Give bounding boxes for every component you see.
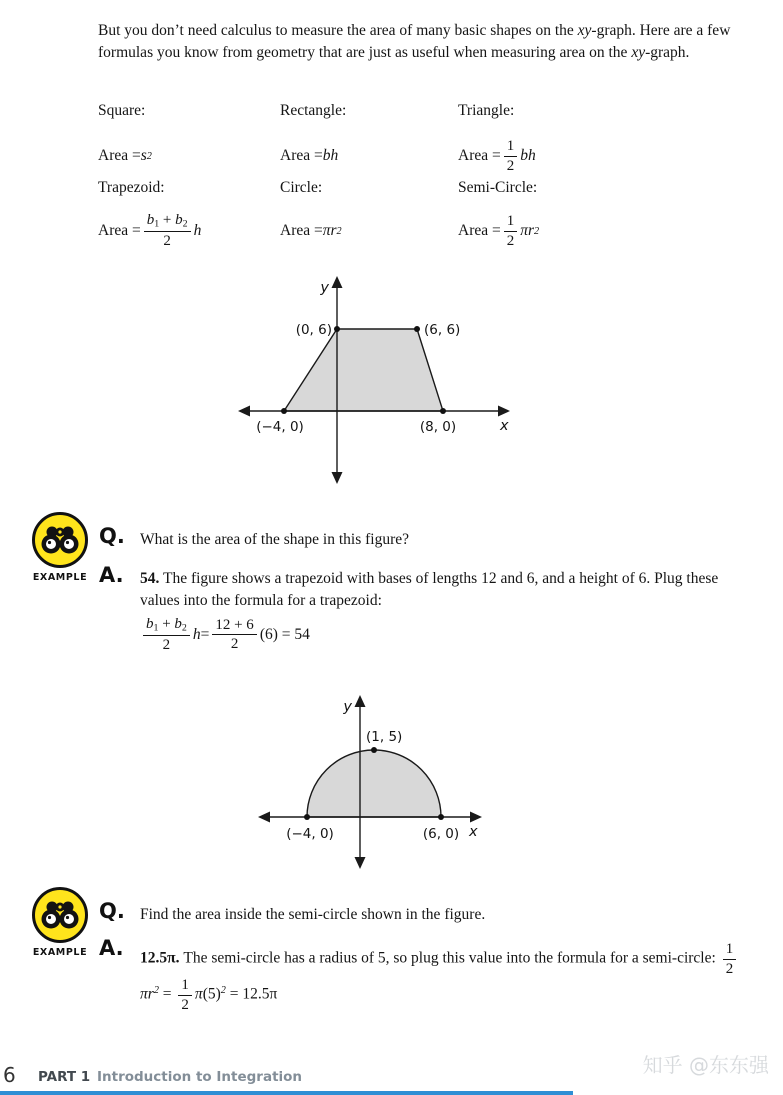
denominator: 2 [162,637,171,654]
var-h: h [192,625,201,643]
area-prefix: Area = [98,222,141,239]
formula-semicircle [458,206,668,256]
part-title: Introduction to Integration [97,1069,303,1085]
answer-2-value: 12.5π. [140,949,180,967]
subscript-2: 2 [182,218,188,230]
answer-1-value: 54. [140,570,160,587]
area-prefix: Area = [458,222,501,239]
semicircle-shape [307,750,441,817]
x-axis-arrow-right [470,812,482,823]
result-54: (6) = 54 [259,625,310,643]
intro-text: -graph. Here are a few formulas you know from geometry that are just as useful when measuring area on the [98,22,731,61]
y-axis-label: y [320,280,329,296]
plus-sign: + [158,616,175,632]
exponent-2: 2 [336,225,342,237]
trapezoid-shape [284,329,443,411]
answer-1-text: The figure shows a trapezoid with bases of lengths 12 and 6, and a height of 6. Plug these values into the formula for a trapezoid: [140,570,719,609]
numerator: 1 [178,977,192,996]
exponent-2: 2 [146,150,152,162]
denominator: 2 [725,960,734,977]
var-pi: π [194,985,203,1003]
var-b1: b [146,212,155,229]
question-marker: Q. [99,524,125,548]
var-b2: b [174,616,182,632]
example-icon [32,512,88,568]
x-axis-arrow-right [498,406,510,417]
example-badge [31,512,89,583]
plus-sign: + [159,212,176,229]
denominator: 2 [163,233,171,250]
exponent-2: 2 [220,984,226,996]
y-axis-label: y [343,699,352,715]
vertex-dot [281,408,287,414]
vertex-dot [440,408,446,414]
x-axis-label: x [469,824,478,840]
area-prefix: Area = [280,222,323,239]
y-axis-arrow-bottom [332,472,343,484]
denominator: 2 [181,996,189,1013]
var-bh: bh [322,147,339,164]
subscript-1: 1 [154,218,160,230]
trapezoid-calculation [140,616,310,654]
formula-label-semicircle: Semi-Circle: [458,179,538,196]
answer-1 [140,568,754,612]
formula-label-trapezoid: Trapezoid: [98,179,165,196]
vertex-dot [371,747,377,753]
var-s: s [140,147,147,164]
part-label: PART 1 [38,1069,91,1085]
fraction-one-half [178,977,192,1013]
example-label: EXAMPLE [32,947,88,958]
vertex-dot [414,326,420,332]
area-prefix: Area = [98,147,141,164]
result-12-5-pi: = 12.5π [225,985,278,1003]
question-2: Find the area inside the semi-circle shown in the figure. [140,906,486,923]
question-marker: Q. [99,899,125,923]
watermark: 知乎 @东东强 [642,1053,769,1077]
point-label-6-6: (6, 6) [424,322,461,338]
formula-label-rectangle: Rectangle: [280,102,347,119]
numerator: 12 + 6 [212,617,256,636]
point-label-0-6: (0, 6) [295,322,332,338]
var-pi-r: πr [322,222,337,239]
trapezoid-figure [238,270,523,488]
point-label-6-0: (6, 0) [422,826,460,842]
intro-paragraph [98,20,755,63]
formula-trapezoid [98,206,280,256]
answer-2 [140,941,757,1013]
fraction-one-half [723,941,737,977]
answer-marker: A. [99,563,124,587]
var-b2: b [175,212,183,229]
y-axis-arrow-top [355,695,366,707]
intro-text: But you don’t need calculus to measure the area of many basic shapes on the [98,22,578,39]
question-1: What is the area of the shape in this figure? [140,531,409,548]
subscript-1: 1 [153,622,159,634]
fraction-bases [144,212,191,250]
var-h: h [193,222,202,239]
numerator [143,616,190,636]
var-pi-r: πr [520,222,535,239]
example-icon [32,887,88,943]
numerator: 1 [504,138,518,157]
var-b1: b [146,616,154,632]
intro-text: -graph. [645,43,690,61]
semicircle-figure [258,689,490,875]
intro-italic-xy: xy [631,43,646,61]
numerator: 1 [723,941,737,960]
formula-label-triangle: Triangle: [458,102,515,119]
answer-marker: A. [99,936,124,960]
formula-rectangle [280,133,458,179]
exponent-2: 2 [153,984,159,996]
point-label-8-0: (8, 0) [419,419,457,435]
var-bh: bh [520,147,536,164]
intro-italic-xy: xy [577,22,592,39]
page-number: 6 [3,1063,16,1087]
point-label-m4-0: (−4, 0) [286,826,334,842]
exponent-2: 2 [534,225,540,237]
fraction-one-half [504,138,518,174]
denominator: 2 [506,232,515,249]
fraction-12-6 [212,617,256,653]
area-prefix: Area = [280,147,323,164]
binoculars-icon [38,893,82,937]
numerator [144,212,191,232]
x-axis-label: x [500,418,509,434]
binoculars-icon [38,518,82,562]
answer-2-text: The semi-circle has a radius of 5, so plug this value into the formula for a semi-circle: [183,949,720,967]
formula-triangle [458,133,668,179]
equals-sign: = [200,625,210,643]
point-label-m4-0: (−4, 0) [256,419,304,435]
y-axis-arrow-top [332,276,343,288]
bottom-accent-bar [0,1091,573,1095]
y-axis-arrow-bottom [355,857,366,869]
vertex-dot [334,326,340,332]
vertex-dot [438,814,444,820]
fraction-one-half [504,213,518,249]
numerator: 1 [504,213,518,232]
example-label: EXAMPLE [32,572,88,583]
formula-label-square: Square: [98,102,146,119]
formula-label-circle: Circle: [280,179,323,196]
paren-five: (5) [202,985,221,1003]
x-axis-arrow-left [238,406,250,417]
formula-square [98,133,280,179]
area-prefix: Area = [458,147,501,164]
equals-sign: = [158,985,176,1003]
example-badge [31,887,89,958]
area-formula-table [98,102,668,256]
denominator: 2 [230,636,239,653]
point-label-1-5: (1, 5) [366,729,403,745]
fraction-bases [143,616,190,654]
subscript-2: 2 [181,622,187,634]
formula-circle [280,206,458,256]
x-axis-arrow-left [258,812,270,823]
var-pi-r: πr [140,985,154,1003]
vertex-dot [304,814,310,820]
denominator: 2 [506,157,515,174]
